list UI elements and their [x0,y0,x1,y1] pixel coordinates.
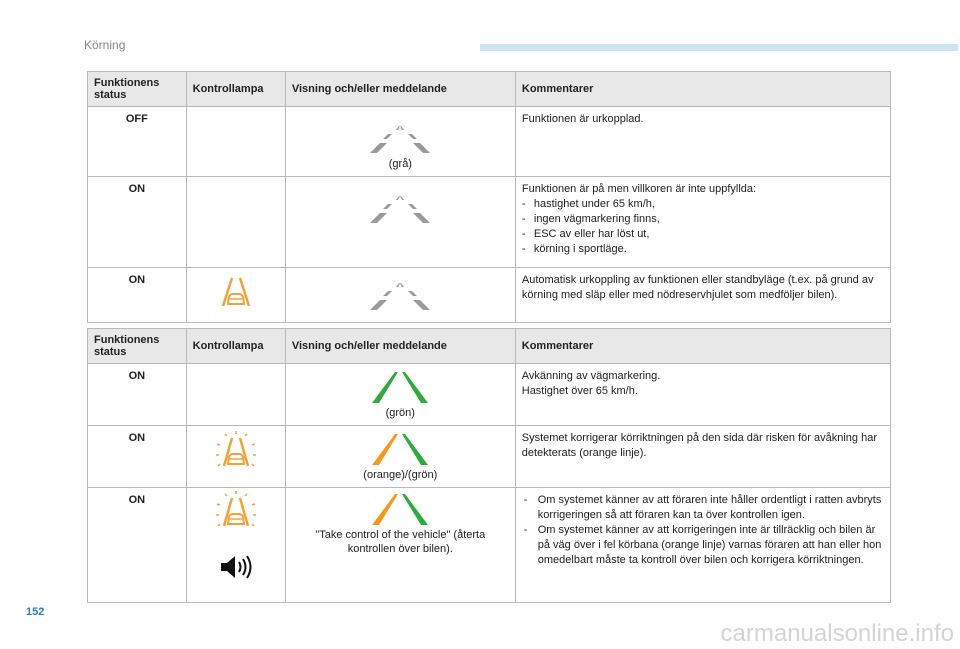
warning-list [522,493,884,568]
lane-lines-orange-green-icon [350,492,450,526]
header-bar [480,44,958,51]
sound-icon [216,552,256,582]
status-value: ON [88,488,187,603]
comment-text: Funktionen är urkopplad. [515,107,890,177]
section-title: Körning [84,38,126,52]
table-row [88,364,891,426]
display-cell [285,107,515,177]
table-row [88,426,891,488]
table-row [88,177,891,268]
list-item: - ESC av eller har löst ut, [522,227,884,242]
lane-lines-green-icon [350,370,450,404]
table-row [88,107,891,177]
lane-lines-orange-green-icon [350,432,450,466]
comment-cell [515,364,890,426]
status-value: ON [88,177,187,268]
comment-text: Automatisk urkoppling av funktionen eller standbyläge (t.ex. på grund av körning med släp eller med nödreservhjulet som medföljer bilen). [515,268,890,323]
page-number: 152 [26,606,45,618]
status-value: ON [88,268,187,323]
comment-text: Systemet korrigerar körriktningen på den sida där risken för avåkning har detekterats (orange linje). [515,426,890,488]
header-comments: Kommentarer [515,72,890,107]
lane-assist-lamp-icon [216,274,256,310]
header-comments: Kommentarer [515,329,890,364]
list-item: - ingen vägmarkering finns, [522,212,884,227]
lamp-cell [186,426,285,488]
watermark: carmanualsonline.info [720,620,954,647]
display-caption: "Take control of the vehicle" (återta kontrollen över bilen). [315,529,486,555]
display-cell [285,426,515,488]
header-lamp: Kontrollampa [186,72,285,107]
comment-text: Funktionen är på men villkoren är inte uppfyllda: [521,183,757,195]
display-caption: (orange)/(grön) [363,469,438,481]
comment-cell [515,488,890,603]
header-display: Visning och/eller meddelande [285,329,515,364]
lane-assist-flashing-lamp-icon [214,430,258,474]
display-cell [285,364,515,426]
comment-line: Hastighet över 65 km/h. [521,385,638,397]
lane-assist-flashing-lamp-icon [214,490,258,534]
lane-lines-grey-icon [350,272,450,312]
display-cell [285,488,515,603]
status-value: OFF [88,107,187,177]
status-table-2 [87,328,891,603]
list-item: - Om systemet känner av att föraren inte håller ordentligt i ratten avbryts korrigeringen så att föraren kan ta över kontrollen igen. [522,493,884,523]
status-value: ON [88,426,187,488]
table-row [88,268,891,323]
lamp-cell [186,107,285,177]
display-cell [285,268,515,323]
comment-cell [515,177,890,268]
list-item: - Om systemet känner av att korrigeringen inte är tillräcklig och bilen är på väg över i fel körbana (orange linje) varnas föraren att han eller hon omedelbart måste ta kontroll över bilen och korrigera körriktningen. [522,523,884,568]
header-display: Visning och/eller meddelande [285,72,515,107]
status-table-1 [87,71,891,323]
comment-line: Avkänning av vägmarkering. [521,370,661,382]
list-item: - hastighet under 65 km/h, [522,197,884,212]
lamp-cell [186,177,285,268]
header-lamp: Kontrollampa [186,329,285,364]
lamp-cell [186,268,285,323]
header-status: Funktionens status [88,72,187,107]
status-value: ON [88,364,187,426]
list-item: - körning i sportläge. [522,242,884,257]
condition-list [522,197,884,257]
display-caption: (grå) [388,158,412,170]
table-row [88,488,891,603]
lamp-cell [186,488,285,603]
header-status: Funktionens status [88,329,187,364]
lane-lines-grey-icon [350,185,450,225]
lane-lines-grey-icon [350,115,450,155]
display-cell [285,177,515,268]
lamp-cell [186,364,285,426]
display-caption: (grön) [385,407,415,419]
